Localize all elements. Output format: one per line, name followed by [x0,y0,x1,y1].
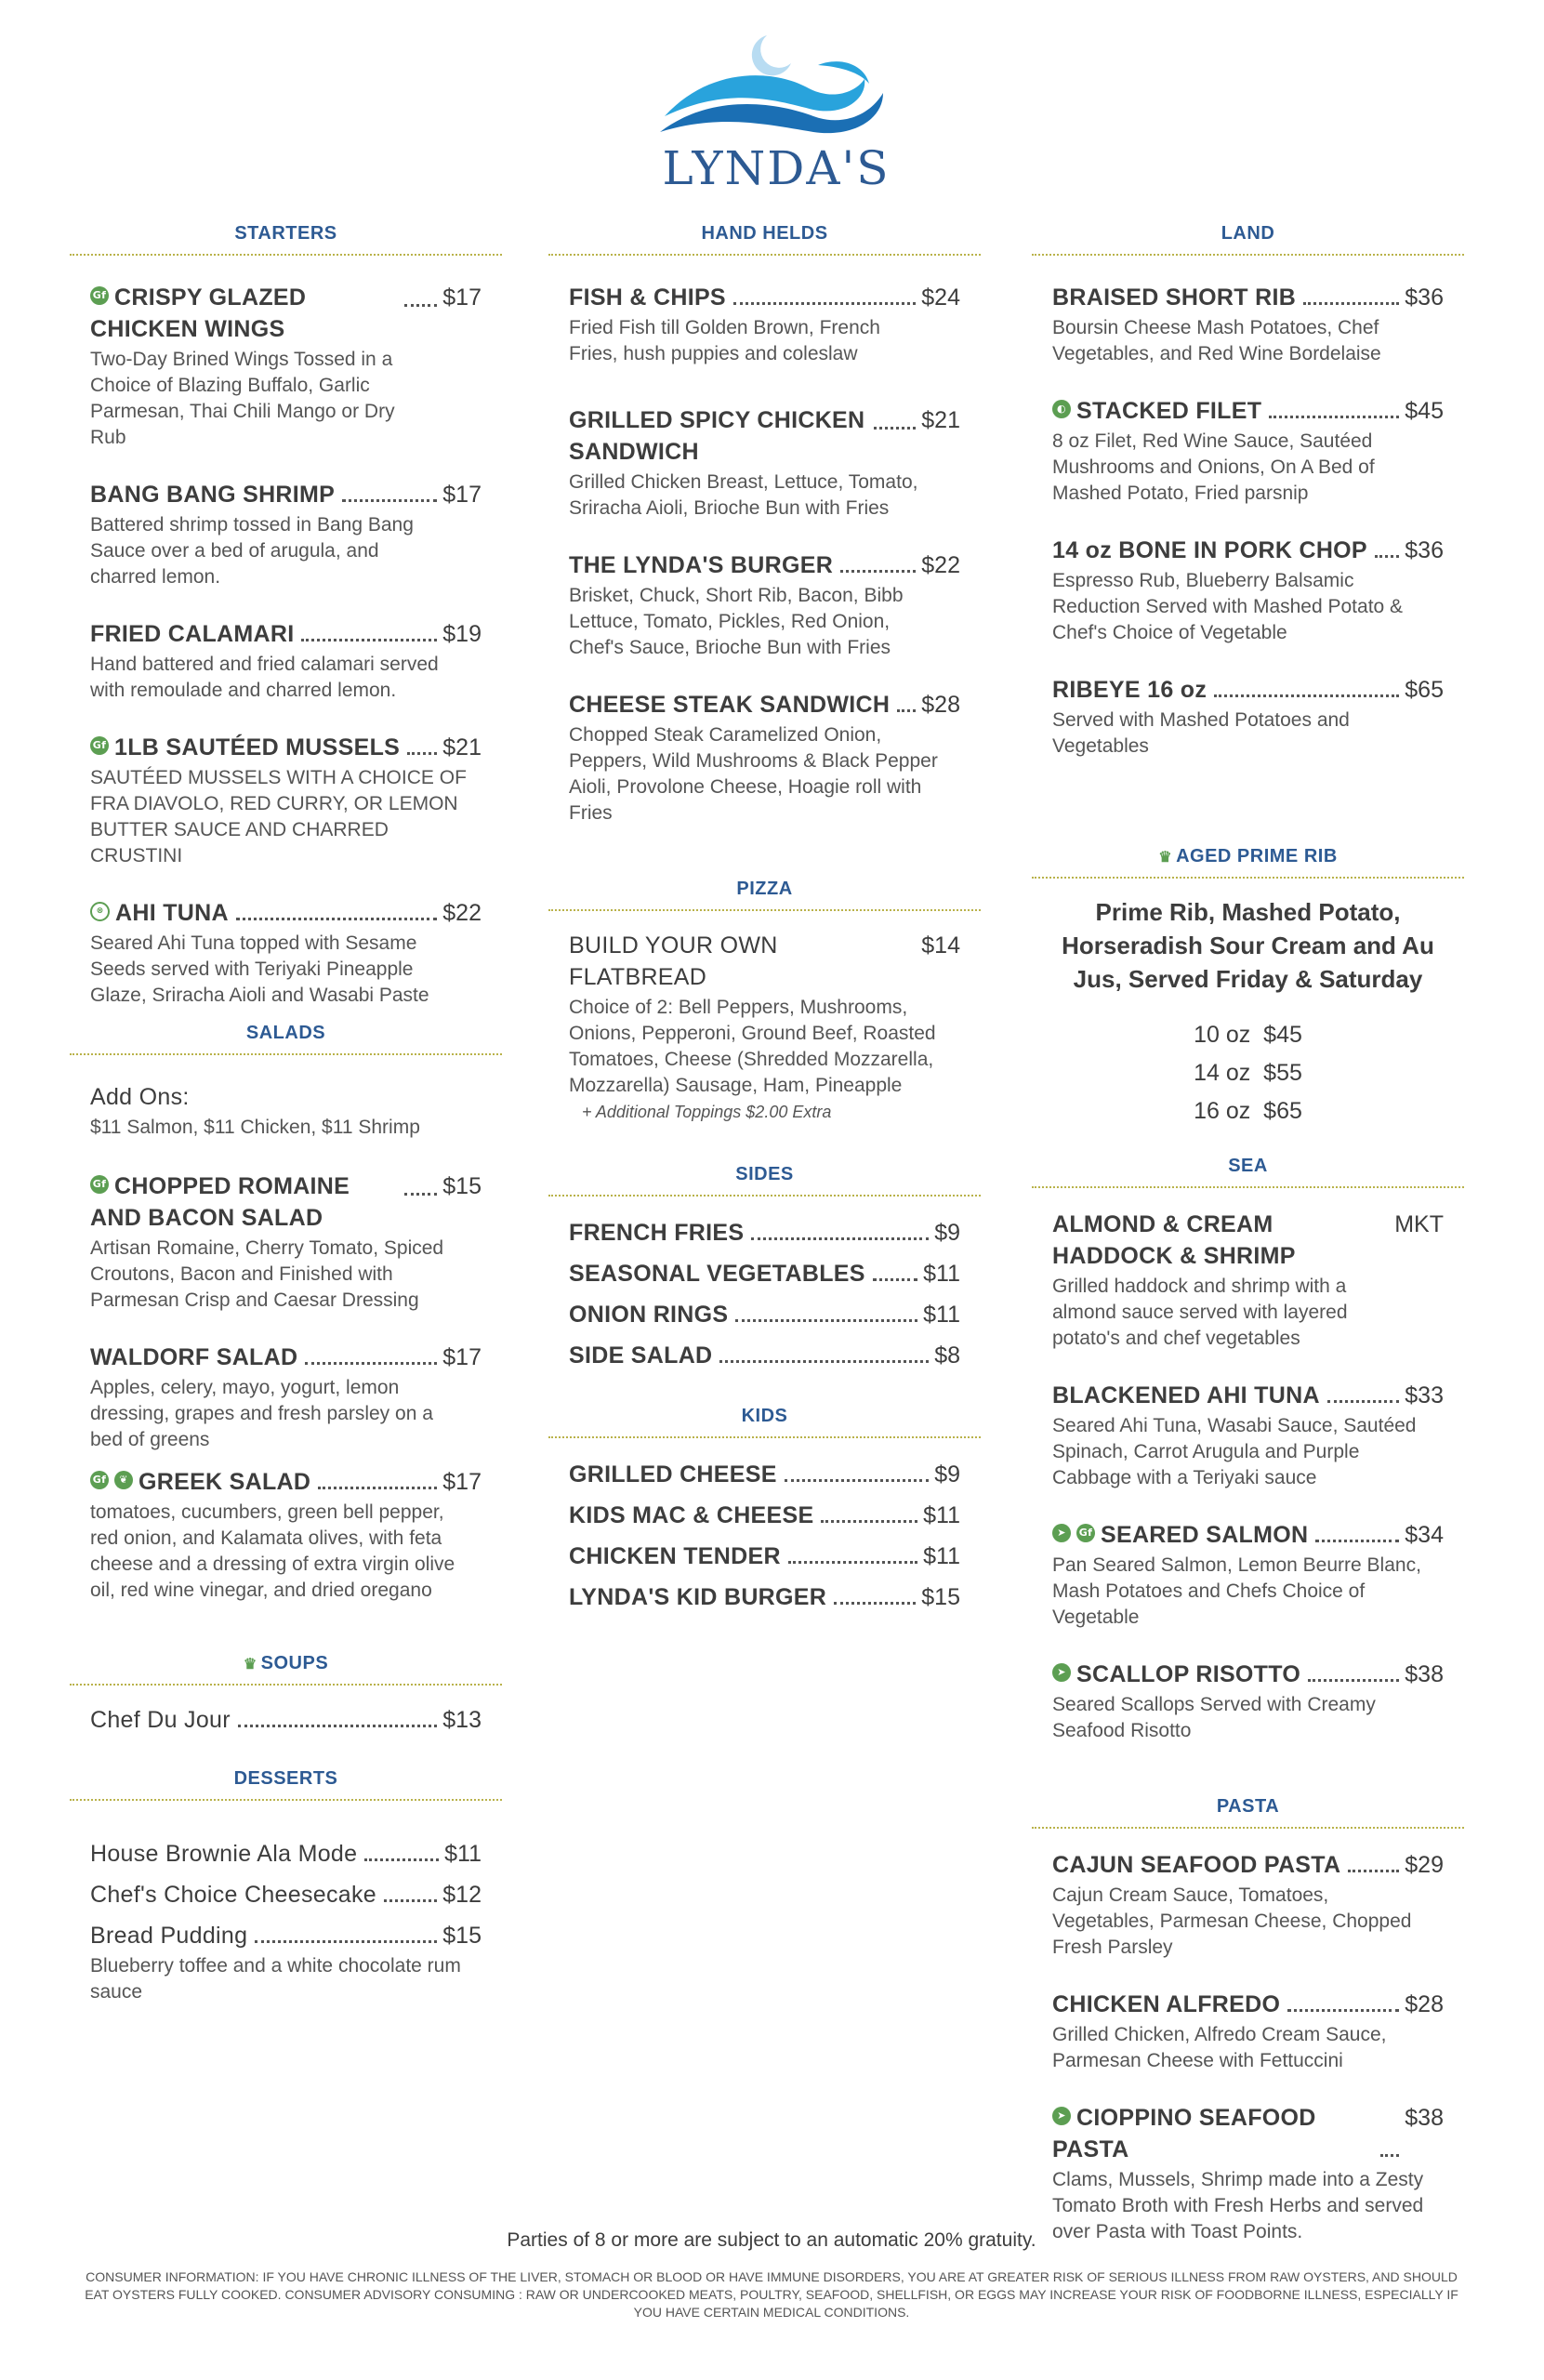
brand-name: LYNDA'S [662,141,891,195]
menu-item [70,479,502,590]
menu-item [1032,395,1464,507]
item-price: $33 [1405,1382,1444,1408]
leader-dots [834,1581,916,1605]
item-price: $36 [1405,537,1444,563]
menu-item [548,1459,981,1490]
section-prime-rib [1032,846,1464,1130]
section-title-prime-rib: AGED PRIME RIB [1176,846,1338,866]
item-name: FRIED CALAMARI [90,621,295,647]
menu-item [70,732,502,869]
leader-dots [719,1340,929,1363]
leaf-icon: ◐ [1052,400,1071,418]
menu-item [548,549,981,661]
prime-rib-sizes [1032,1016,1464,1130]
gluten-free-icon: Gf [90,286,109,305]
item-description: Boursin Cheese Mash Potatoes, Chef Vegetables, and Red Wine Bordelaise [1052,317,1381,364]
leader-dots [1287,1989,1399,2012]
leader-dots [1315,1519,1399,1542]
item-name: CAJUN SEAFOOD PASTA [1052,1852,1341,1878]
item-price: $13 [442,1707,482,1733]
item-price: $22 [442,900,482,926]
section-sides [548,1164,981,1381]
leader-dots [342,479,437,502]
menu-item [1032,674,1464,760]
leader-dots [1269,395,1399,418]
leader-dots [301,618,437,641]
item-name: BANG BANG SHRIMP [90,482,336,508]
leader-dots [1327,1380,1399,1403]
item-price: $11 [923,1543,960,1569]
item-description: Blueberry toffee and a white chocolate rum sauce [90,1955,461,2003]
item-name: FISH & CHIPS [569,284,726,311]
menu-item [548,1217,981,1249]
section-kids [548,1406,981,1622]
item-name: SEARED SALMON [1101,1522,1309,1548]
section-title-starters: STARTERS [70,223,502,256]
item-name: CHEESE STEAK SANDWICH [569,692,891,718]
leader-dots [821,1500,917,1523]
leader-dots [238,1704,437,1727]
item-price: $36 [1405,284,1444,311]
section-soups [70,1653,502,1764]
item-name: GRILLED SPICY CHICKEN SANDWICH [569,407,865,465]
section-title-pasta: PASTA [1032,1796,1464,1829]
item-price: $17 [442,1469,482,1495]
leader-dots [404,1170,437,1196]
item-name: CHICKEN TENDER [569,1543,781,1569]
item-name: RIBEYE 16 oz [1052,677,1207,703]
menu-item [70,1838,502,1870]
item-description: Espresso Rub, Blueberry Balsamic Reduction Served with Mashed Potato & Chef's Choice of Vegetable [1052,570,1404,643]
leader-dots [1375,535,1399,558]
leader-dots [404,282,437,307]
menu-item [1032,1380,1464,1491]
menu-item [70,282,502,451]
menu-item [1032,1519,1464,1631]
chef-crown-icon: ♛ [1158,850,1173,866]
leader-dots [407,732,437,755]
size-price: $55 [1263,1060,1302,1086]
item-description: Fried Fish till Golden Brown, French Fries, hush puppies and coleslaw [569,317,880,364]
menu-item [548,1258,981,1289]
salad-addons [70,1081,502,1141]
section-pasta [1032,1796,1464,2273]
item-price: $45 [1405,398,1444,424]
menu-item [548,689,981,826]
item-price: $11 [923,1261,960,1287]
leader-dots [384,1879,437,1902]
raw-icon: ⊗ [90,902,110,921]
size-price: $45 [1263,1022,1302,1048]
item-description: 8 oz Filet, Red Wine Sauce, Sautéed Mushrooms and Onions, On A Bed of Mashed Potato, Fried parsnip [1052,430,1375,504]
section-title-handhelds: HAND HELDS [548,223,981,256]
item-price: $11 [444,1841,482,1867]
menu-item [1032,535,1464,646]
menu-item [1032,1659,1464,1744]
menu-item [70,1879,502,1911]
item-description: Clams, Mussels, Shrimp made into a Zesty Tomato Broth with Fresh Herbs and served over Pasta with Toast Points. [1052,2169,1424,2242]
leader-dots [897,689,916,712]
item-name: CRISPY GLAZED CHICKEN WINGS [90,284,307,342]
item-price: $38 [1405,1661,1444,1687]
menu-item [548,1299,981,1330]
item-name: CHICKEN ALFREDO [1052,1991,1281,2017]
item-price: $17 [442,482,482,508]
gluten-free-icon: Gf [90,1175,109,1194]
section-land [1032,223,1464,787]
item-description: SAUTÉED MUSSELS WITH A CHOICE OF FRA DIAVOLO, RED CURRY, OR LEMON BUTTER SAUCE AND CHARRED CRUSTINI [90,767,467,866]
gluten-free-icon: Gf [1076,1524,1095,1542]
item-price: $17 [442,284,482,311]
item-price: $17 [442,1344,482,1370]
wave-moon-logo-icon [655,28,897,144]
item-description: Chopped Steak Caramelized Onion, Peppers, Wild Mushrooms & Black Pepper Aioli, Provolone Cheese, Hoagie roll with Fries [569,724,938,824]
prime-rib-description: Prime Rib, Mashed Potato, Horseradish Sour Cream and Au Jus, Served Friday & Saturday [1062,898,1434,993]
leader-dots [733,282,916,305]
chef-crown-icon: ♛ [243,1657,257,1673]
item-name: CHOPPED ROMAINE AND BACON SALAD [90,1173,350,1231]
leader-dots [788,1540,917,1564]
size: 16 oz [1194,1098,1251,1124]
fish-icon: ➤ [1052,2107,1071,2125]
section-sea [1032,1156,1464,1772]
item-name: ONION RINGS [569,1302,729,1328]
leader-dots [1308,1659,1399,1682]
gluten-free-icon: Gf [90,736,109,755]
menu-item [548,282,981,367]
menu-item [70,1704,502,1736]
item-name: SIDE SALAD [569,1342,713,1368]
section-title-sides: SIDES [548,1164,981,1197]
item-price: $29 [1405,1852,1444,1878]
menu-item [70,1466,502,1604]
leader-dots [873,1258,917,1281]
addons-title: Add Ons: [90,1084,190,1110]
item-price: $24 [921,284,960,311]
addons-description: $11 Salmon, $11 Chicken, $11 Shrimp [90,1117,420,1138]
item-price: $21 [921,407,960,433]
leader-dots [318,1466,437,1489]
gluten-free-icon: Gf [90,1471,109,1489]
fish-icon: ➤ [1052,1663,1071,1682]
section-starters [70,223,502,1037]
item-name: BRAISED SHORT RIB [1052,284,1297,311]
item-name: AHI TUNA [115,900,229,926]
menu-item [548,1540,981,1572]
leader-dots [1214,674,1399,697]
item-note: + Additional Toppings $2.00 Extra [582,1103,832,1121]
item-description: Seared Scallops Served with Creamy Seafood Risotto [1052,1694,1376,1741]
item-name: SCALLOP RISOTTO [1076,1661,1301,1687]
item-name: LYNDA'S KID BURGER [569,1584,827,1610]
menu-item [548,1500,981,1531]
item-name: House Brownie Ala Mode [90,1841,358,1867]
menu-item [548,1581,981,1613]
section-title-sea: SEA [1032,1156,1464,1188]
section-title-desserts: DESSERTS [70,1768,502,1801]
section-pizza [548,879,981,1150]
item-name: BLACKENED AHI TUNA [1052,1382,1320,1408]
item-description: Served with Mashed Potatoes and Vegetables [1052,709,1350,757]
menu-item [1032,2102,1464,2245]
leader-dots [751,1217,929,1240]
leader-dots [236,897,437,920]
logo [641,28,911,205]
section-title-pizza: PIZZA [548,879,981,911]
item-price: $65 [1405,677,1444,703]
size: 10 oz [1194,1022,1251,1048]
leader-dots [1380,2134,1399,2157]
leader-dots [255,1920,437,1943]
fish-icon: ➤ [1052,1524,1071,1542]
item-name: 1LB SAUTÉED MUSSELS [114,734,401,760]
item-price: $14 [921,932,960,959]
section-title-land: LAND [1032,223,1464,256]
menu-item [70,618,502,704]
leader-dots [364,1838,439,1861]
leader-dots [305,1342,437,1365]
section-handhelds [548,223,981,854]
prime-rib-size-row [1032,1054,1464,1092]
item-price: $22 [921,552,960,578]
section-title-salads: SALADS [70,1023,502,1055]
item-name: 14 oz BONE IN PORK CHOP [1052,537,1367,563]
item-name: KIDS MAC & CHEESE [569,1502,814,1528]
menu-item [548,1340,981,1371]
menu-item [1032,282,1464,367]
item-description: Artisan Romaine, Cherry Tomato, Spiced Croutons, Bacon and Finished with Parmesan Crisp and Caesar Dressing [90,1237,444,1311]
item-name: GREEK SALAD [139,1469,311,1495]
item-price: $38 [1405,2105,1444,2131]
item-price: $34 [1405,1522,1444,1548]
item-price: $11 [923,1502,960,1528]
menu-item [70,1342,502,1453]
item-description: Choice of 2: Bell Peppers, Mushrooms, Onions, Pepperoni, Ground Beef, Roasted Tomatoes, Cheese (Shredded Mozzarella, Mozzarella) Sausage, Ham, Pineapple [569,997,936,1096]
leader-dots [1348,1849,1399,1872]
item-price: $21 [442,734,482,760]
item-name: CIOPPINO SEAFOOD PASTA [1052,2105,1316,2162]
menu-item [1032,1989,1464,2074]
gratuity-note: Parties of 8 or more are subject to an automatic 20% gratuity. [507,2229,1036,2251]
section-desserts [70,1768,502,2015]
prime-rib-size-row [1032,1016,1464,1054]
menu-item [70,1170,502,1314]
item-name: Chef Du Jour [90,1707,231,1733]
item-description: Two-Day Brined Wings Tossed in a Choice of Blazing Buffalo, Garlic Parmesan, Thai Chili Mango or Dry Rub [90,349,395,448]
item-price: $12 [442,1882,482,1908]
item-description: Grilled Chicken, Alfredo Cream Sauce, Parmesan Cheese with Fettuccini [1052,2024,1387,2071]
section-title-kids: KIDS [548,1406,981,1438]
leader-dots [735,1299,917,1322]
menu-item [548,404,981,522]
item-description: Grilled haddock and shrimp with a almond sauce served with layered potato's and chef vegetables [1052,1276,1348,1349]
leader-dots [785,1459,930,1482]
item-name: THE LYNDA'S BURGER [569,552,834,578]
item-price: $15 [921,1584,960,1610]
item-name: Chef's Choice Cheesecake [90,1882,376,1908]
item-description: Hand battered and fried calamari served with remoulade and charred lemon. [90,654,439,701]
item-price: $15 [442,1173,482,1199]
menu-item [1032,1849,1464,1961]
menu-item [70,897,502,1009]
item-price: $9 [934,1220,960,1246]
leader-dots [874,404,916,430]
item-description: Brisket, Chuck, Short Rib, Bacon, Bibb Lettuce, Tomato, Pickles, Red Onion, Chef's Sauce, Brioche Bun with Fries [569,585,904,658]
size-price: $65 [1263,1098,1302,1124]
menu-item [548,930,981,1122]
item-description: Cajun Cream Sauce, Tomatoes, Vegetables, Parmesan Cheese, Chopped Fresh Parsley [1052,1884,1412,1958]
item-price: $8 [934,1342,960,1368]
section-title-soups: SOUPS [260,1653,329,1673]
item-description: Apples, celery, mayo, yogurt, lemon dressing, grapes and fresh parsley on a bed of greens [90,1377,433,1450]
item-description: Seared Ahi Tuna topped with Sesame Seeds served with Teriyaki Pineapple Glaze, Sriracha Aioli and Wasabi Paste [90,932,429,1006]
item-price: $9 [934,1461,960,1488]
item-name: GRILLED CHEESE [569,1461,777,1488]
item-name: FRENCH FRIES [569,1220,745,1246]
item-name: WALDORF SALAD [90,1344,298,1370]
menu-item [1032,1209,1464,1352]
item-price: $28 [1405,1991,1444,2017]
size: 14 oz [1194,1060,1251,1086]
prime-rib-size-row [1032,1092,1464,1130]
item-description: tomatoes, cucumbers, green bell pepper, red onion, and Kalamata olives, with feta cheese and a dressing of extra virgin olive oil, red wine vinegar, and dried oregano [90,1501,455,1601]
item-name: ALMOND & CREAM HADDOCK & SHRIMP [1052,1211,1296,1269]
item-description: Pan Seared Salmon, Lemon Beurre Blanc, Mash Potatoes and Chefs Choice of Vegetable [1052,1554,1421,1628]
leader-dots [1303,282,1399,305]
item-description: Seared Ahi Tuna, Wasabi Sauce, Sautéed Spinach, Carrot Arugula and Purple Cabbage with a Teriyaki sauce [1052,1415,1417,1488]
item-description: Battered shrimp tossed in Bang Bang Sauce over a bed of arugula, and charred lemon. [90,514,414,588]
leader-dots [840,549,916,573]
item-price: $11 [923,1302,960,1328]
item-price: $19 [442,621,482,647]
item-price: $28 [921,692,960,718]
consumer-advisory: CONSUMER INFORMATION: IF YOU HAVE CHRONIC ILLNESS OF THE LIVER, STOMACH OR BLOOD OR HAVE IMMUNE DISORDERS, YOU ARE AT GREATER RISK OF SERIOUS ILLNESS FROM RAW OYSTERS, AND SHOULD EAT OYSTERS FULLY COOKED. CONSUMER ADVISORY CONSUMING : RAW OR UNDERCOOKED MEATS, POULTRY, SEAFOOD, SHELLFISH, OR EGGS MAY INCREASE YOUR RISK OF FOODBORNE ILLNESS, ESPECIALLY IF YOU HAVE CERTAIN MEDICAL CONDITIONS. [85,2269,1458,2320]
vegetarian-leaf-icon: ❦ [114,1471,133,1489]
item-price: MKT [1394,1211,1444,1237]
item-name: STACKED FILET [1076,398,1262,424]
item-name: Bread Pudding [90,1923,248,1949]
item-name: SEASONAL VEGETABLES [569,1261,865,1287]
section-salads [70,1023,502,1632]
item-price: $15 [442,1923,482,1949]
menu-item [70,1920,502,2005]
item-description: Grilled Chicken Breast, Lettuce, Tomato, Sriracha Aioli, Brioche Bun with Fries [569,471,918,519]
item-name: BUILD YOUR OWN FLATBREAD [569,932,778,990]
